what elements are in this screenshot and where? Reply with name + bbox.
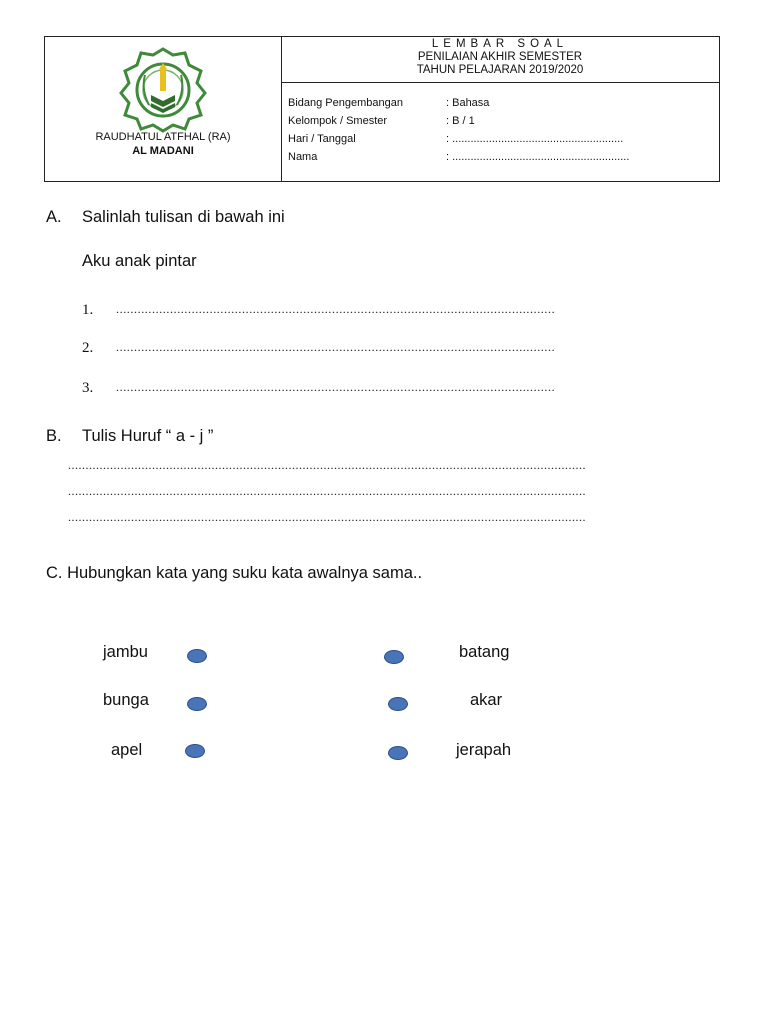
info-label: Kelompok / Smester xyxy=(288,115,388,127)
info-label: Hari / Tanggal xyxy=(288,133,356,145)
section-c-instruction: C. Hubungkan kata yang suku kata awalnya sama.. xyxy=(46,564,423,582)
left-connector-dot[interactable] xyxy=(187,649,207,663)
section-b-letter: B. xyxy=(46,427,62,445)
writing-dots: .......................................................................................................................... xyxy=(116,302,556,316)
header-school-cell xyxy=(45,37,282,181)
copy-sentence: Aku anak pintar xyxy=(82,252,197,270)
info-value: : Bahasa xyxy=(446,97,490,109)
school-subname: AL MADANI xyxy=(132,145,194,157)
exam-title: PENILAIAN AKHIR SEMESTER xyxy=(417,51,583,63)
info-value: : ........................................................ xyxy=(446,133,624,145)
right-connector-dot[interactable] xyxy=(384,650,404,664)
left-connector-dot[interactable] xyxy=(185,744,205,758)
writing-line-3: .................................................................................................................................................... xyxy=(68,510,586,524)
right-connector-dot[interactable] xyxy=(388,746,408,760)
right-word-akar: akar xyxy=(470,691,503,709)
header-box xyxy=(44,36,720,182)
section-a-letter: A. xyxy=(46,208,62,226)
left-word-apel: apel xyxy=(111,741,143,759)
section-b-instruction: Tulis Huruf “ a - j ” xyxy=(82,427,214,445)
writing-dots: .......................................................................................................................... xyxy=(116,340,556,354)
left-connector-dot[interactable] xyxy=(187,697,207,711)
section-a-instruction: Salinlah tulisan di bawah ini xyxy=(82,208,285,226)
info-value: : .......................................................... xyxy=(446,151,630,163)
right-word-jerapah: jerapah xyxy=(456,741,512,759)
school-name: RAUDHATUL ATFHAL (RA) xyxy=(95,131,231,143)
info-value: : B / 1 xyxy=(446,115,475,127)
left-word-jambu: jambu xyxy=(103,643,148,661)
line-number: 2. xyxy=(82,340,94,356)
school-logo-icon xyxy=(115,45,211,133)
sheet-title: LEMBAR SOAL xyxy=(431,38,569,50)
school-year: TAHUN PELAJARAN 2019/2020 xyxy=(416,64,584,76)
info-label: Nama xyxy=(288,151,318,163)
info-label: Bidang Pengembangan xyxy=(288,97,403,109)
writing-line-1: .................................................................................................................................................... xyxy=(68,458,586,472)
line-number: 3. xyxy=(82,380,94,396)
right-connector-dot[interactable] xyxy=(388,697,408,711)
writing-line-2: .................................................................................................................................................... xyxy=(68,484,586,498)
right-word-batang: batang xyxy=(459,643,510,661)
line-number: 1. xyxy=(82,302,94,318)
left-word-bunga: bunga xyxy=(103,691,149,709)
writing-dots: .......................................................................................................................... xyxy=(116,380,556,394)
header-title-cell xyxy=(281,37,719,83)
